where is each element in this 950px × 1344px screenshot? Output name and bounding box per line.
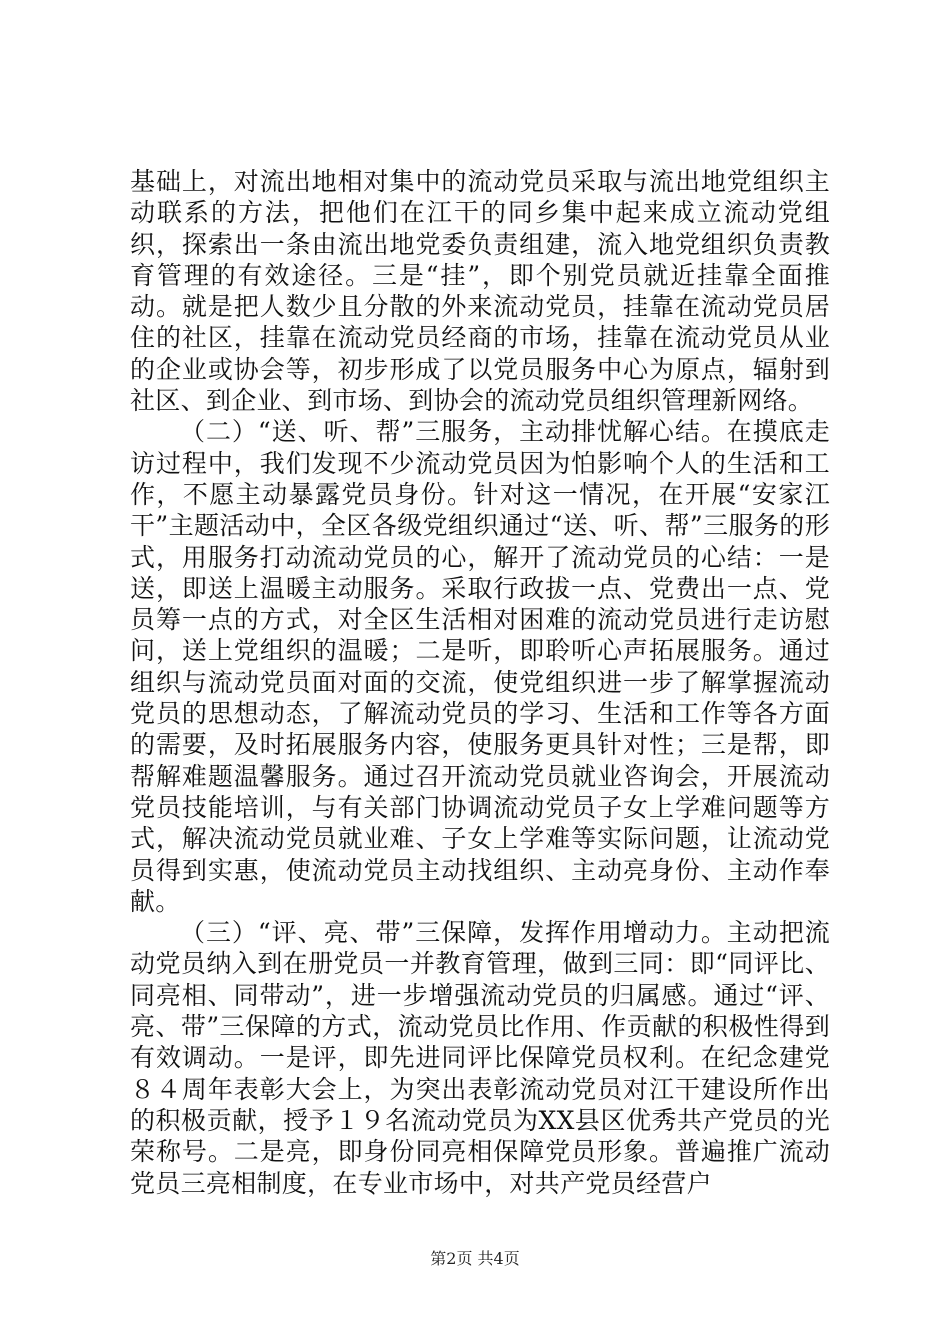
paragraph-continuation: 基础上，对流出地相对集中的流动党员采取与流出地党组织主动联系的方法，把他们在江干的同乡集中起来成立流动党组织，探索出一条由流出地党委负责组建，流入地党组织负责教育管理的有效途径。三是“挂”，即个别党员就近挂靠全面推动。就是把人数少且分散的外来流动党员，挂靠在流动党员居住的社区，挂靠在流动党员经商的市场，挂靠在流动党员从业的企业或协会等，初步形成了以党员服务中心为原点，辐射到社区、到企业、到市场、到协会的流动党员组织管理新网络。 [130, 167, 830, 416]
paragraph-section-3: （三）“评、亮、带”三保障，发挥作用增动力。主动把流动党员纳入到在册党员一并教育管理，做到三同：即“同评比、同亮相、同带动”，进一步增强流动党员的归属感。通过“评、亮、带”三保障的方式，流动党员比作用、作贡献的积极性得到有效调动。一是评，即先进同评比保障党员权利。在纪念建党８４周年表彰大会上，为突出表彰流动党员对江干建设所作出的积极贡献，授予１９名流动党员为XX县区优秀共产党员的光荣称号。二是亮，即身份同亮相保障党员形象。普遍推广流动党员三亮相制度，在专业市场中，对共产党员经营户 [130, 918, 830, 1198]
page-footer: 第2页 共4页 [430, 1249, 520, 1268]
paragraph-section-2: （二）“送、听、帮”三服务，主动排忧解心结。在摸底走访过程中，我们发现不少流动党员因为怕影响个人的生活和工作，不愿主动暴露党员身份。针对这一情况，在开展“安家江干”主题活动中，全区各级党组织通过“送、听、帮”三服务的形式，用服务打动流动党员的心，解开了流动党员的心结：一是送，即送上温暖主动服务。采取行政拔一点、党费出一点、党员筹一点的方式，对全区生活相对困难的流动党员进行走访慰问，送上党组织的温暖；二是听，即聆听心声拓展服务。通过组织与流动党员面对面的交流，使党组织进一步了解掌握流动党员的思想动态，了解流动党员的学习、生活和工作等各方面的需要，及时拓展服务内容，使服务更具针对性；三是帮，即帮解难题温馨服务。通过召开流动党员就业咨询会，开展流动党员技能培训，与有关部门协调流动党员子女上学难问题等方式，解决流动党员就业难、子女上学难等实际问题，让流动党员得到实惠，使流动党员主动找组织、主动亮身份、主动作奉献。 [130, 417, 830, 916]
document-body [130, 166, 830, 1199]
